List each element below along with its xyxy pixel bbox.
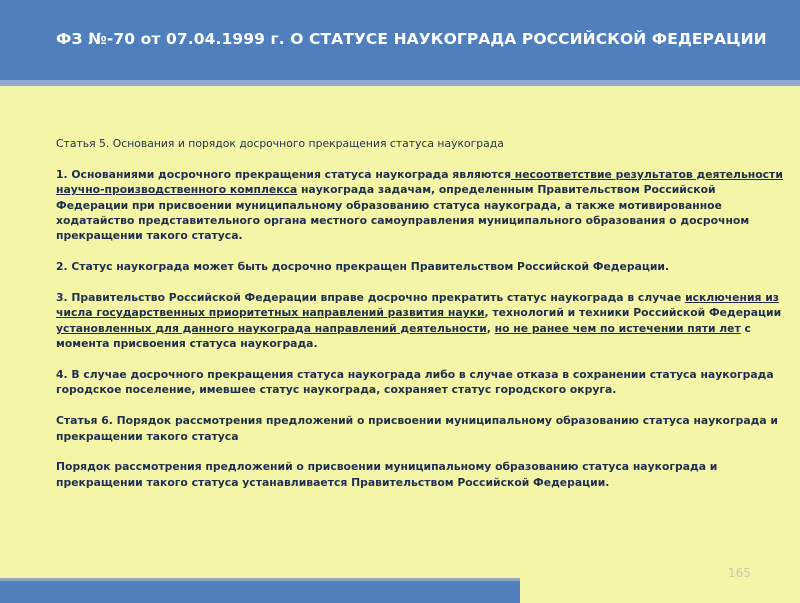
footer-background [520, 580, 800, 600]
text-run: , [486, 321, 495, 335]
article-6-heading: Статья 6. Порядок рассмотрения предложений о присвоении муниципальному образованию статуса наукограда и прекращении такого статуса [56, 414, 778, 443]
article-5-paragraph-1 [56, 167, 786, 244]
text-run: наукограда задачам, определенным Правительством Российской Федерации при присвоении муниципальному образованию статуса наукограда, а также мотивированное ходатайство представительного органа местного самоуправления муниципального образования о досрочном прекращении такого статуса. [56, 183, 750, 243]
article-5-heading: Статья 5. Основания и порядок досрочного прекращения статуса наукограда [56, 137, 504, 150]
article-6-paragraph-1: Порядок рассмотрения предложений о присвоении муниципальному образованию статуса наукограда и прекращении такого статуса устанавливается Правительством Российской Федерации. [56, 460, 718, 489]
text-run: 3. Правительство Российской Федерации вправе досрочно прекратить статус наукограда в случае [56, 291, 686, 305]
article-5-paragraph-2: 2. Статус наукограда может быть досрочно прекращен Правительством Российской Федерации. [56, 260, 670, 274]
page-title: ФЗ №-70 от 07.04.1999 г. О СТАТУСЕ НАУКОГРАДА РОССИЙСКОЙ ФЕДЕРАЦИИ [56, 30, 767, 48]
title-bar [0, 0, 800, 80]
text-run: 1. Основаниями досрочного прекращения статуса наукограда являются [56, 167, 511, 181]
underlined-text: но не ранее чем по истечении пяти лет [494, 321, 741, 335]
underlined-text: установленных для данного наукограда направлений деятельности [56, 321, 487, 335]
footer-bar [0, 578, 520, 603]
text-run: с момента присвоения статуса наукограда. [56, 321, 751, 351]
page-number: 165 [728, 566, 751, 580]
article-5-paragraph-4: 4. В случае досрочного прекращения статуса наукограда либо в случае отказа в сохранении статуса наукограда городское поселение, имевшее статус наукограда, сохраняет статус городского округа. [56, 368, 774, 397]
article-5-paragraph-3 [56, 290, 786, 352]
underlined-text: исключения из числа государственных приоритетных направлений развития науки [56, 291, 780, 320]
underlined-text: несоответствие результатов деятельности научно-производственного комплекса [56, 167, 783, 197]
document-body [56, 136, 786, 506]
text-run: , технологий и техники Российской Федерации [484, 306, 782, 320]
